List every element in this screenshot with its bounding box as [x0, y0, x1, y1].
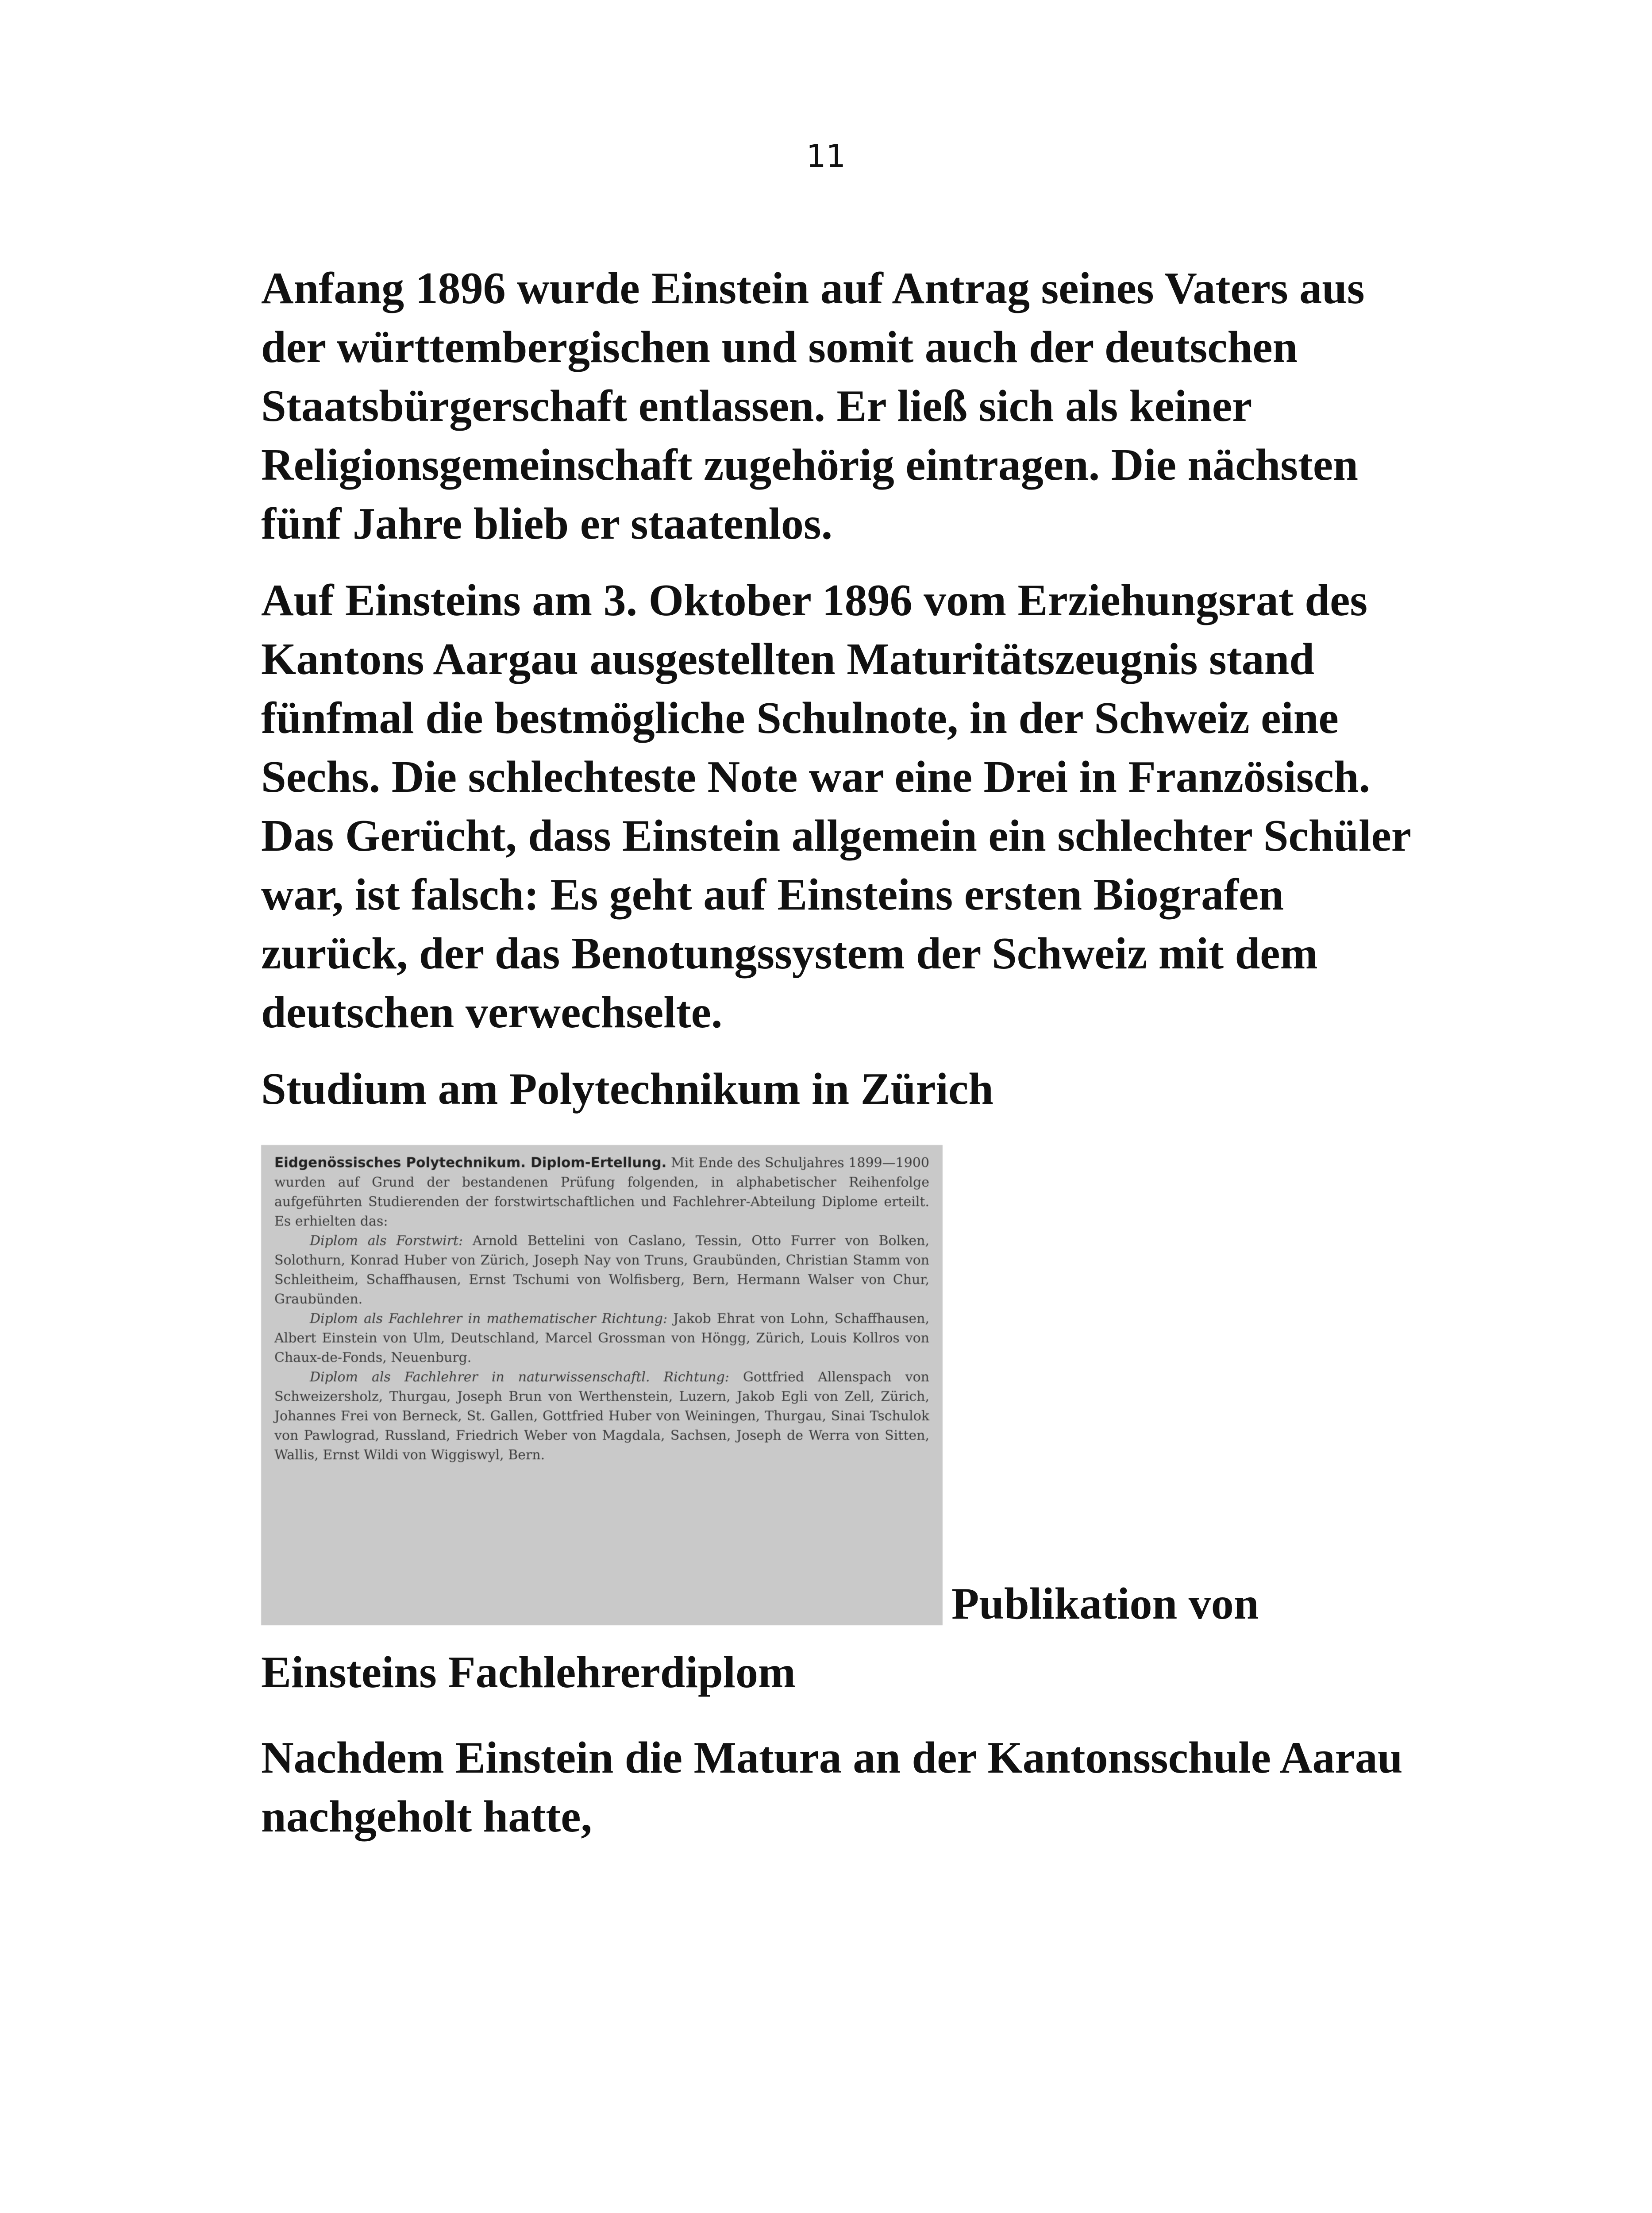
- page-content: [261, 259, 1434, 1846]
- clipping-section-forstwirt: [274, 1231, 929, 1309]
- clipping-section-mathematics: [274, 1309, 929, 1368]
- paragraph-citizenship: Anfang 1896 wurde Einstein auf Antrag seines Vaters aus der württembergischen und somit auch der deutschen Staatsbürgerschaft entlassen. Er ließ sich als keiner Religionsgemeinschaft zugehörig eintragen. Die nächsten fünf Jahre blieb er staatenlos.: [261, 263, 1365, 549]
- paragraph-polytechnikum: Nachdem Einstein die Matura an der Kantonsschule Aarau nachgeholt hatte,: [261, 1733, 1403, 1842]
- clipping-intro-text: Mit Ende des Schuljahres 1899—1900 wurden auf Grund der bestandenen Prüfung folgenden, in alphabetischer Reihenfolge aufgeführten Studierenden der forstwirtschaftlichen und Fachlehrer-Abteilung Diplome erteilt. Es erhielten das:: [274, 1155, 929, 1229]
- figure-caption-part2: Einsteins Fachlehrerdiplom: [261, 1647, 796, 1697]
- figure-caption-part1: Publikation von: [951, 1579, 1259, 1629]
- newspaper-clipping-image: [261, 1145, 943, 1625]
- clipping-section1-body: Arnold Bettelini von Caslano, Tessin, Otto Furrer von Bolken, Solothurn, Konrad Huber von Zürich, Joseph Nay von Truns, Graubünden, Christian Stamm von Schleitheim, Schaffhausen, Ernst Tschumi von Wolfisberg, Bern, Hermann Walser von Chur, Graubünden.: [274, 1233, 929, 1307]
- clipping-intro: [274, 1153, 929, 1231]
- clipping-section3-body: Gottfried Allenspach von Schweizersholz, Thurgau, Joseph Brun von Werthenstein, Luzern, Jakob Egli von Zell, Zürich, Johannes Frei von Berneck, St. Gallen, Gottfried Huber von Weiningen, Thurgau, Sinai Tschulok von Pawlograd, Russland, Friedrich Weber von Magdala, Sachsen, Joseph de Werra von Sitten, Wallis, Ernst Wildi von Wiggiswyl, Bern.: [274, 1369, 930, 1463]
- clipping-section3-title: Diplom als Fachlehrer in naturwissenschaftl. Richtung:: [310, 1369, 729, 1385]
- clipping-section2-body: Jakob Ehrat von Lohn, Schaffhausen, Albert Einstein von Ulm, Deutschland, Marcel Grossman von Höngg, Zürich, Louis Kollros von Chaux-de-Fonds, Neuenburg.: [274, 1311, 930, 1365]
- clipping-section1-title: Diplom als Forstwirt:: [310, 1233, 463, 1249]
- clipping-headline: Eidgenössisches Polytechnikum. Diplom-Ertellung.: [274, 1155, 667, 1171]
- clipping-section-natural-science: [274, 1368, 929, 1465]
- page-number: 11: [806, 138, 846, 174]
- clipping-section2-title: Diplom als Fachlehrer in mathematischer Richtung:: [310, 1311, 668, 1326]
- section-heading: Studium am Polytechnikum in Zürich: [261, 1064, 994, 1114]
- paragraph-matura: Auf Einsteins am 3. Oktober 1896 vom Erziehungsrat des Kantons Aargau ausgestellten Maturitätszeugnis stand fünfmal die bestmögliche Schulnote, in der Schweiz eine Sechs. Die schlechteste Note war eine Drei in Französisch. Das Gerücht, dass Einstein allgemein ein schlechter Schüler war, ist falsch: Es geht auf Einsteins ersten Biografen zurück, der das Benotungssystem der Schweiz mit dem deutschen verwechselte.: [261, 575, 1411, 1037]
- figure-row: [261, 1145, 1434, 1643]
